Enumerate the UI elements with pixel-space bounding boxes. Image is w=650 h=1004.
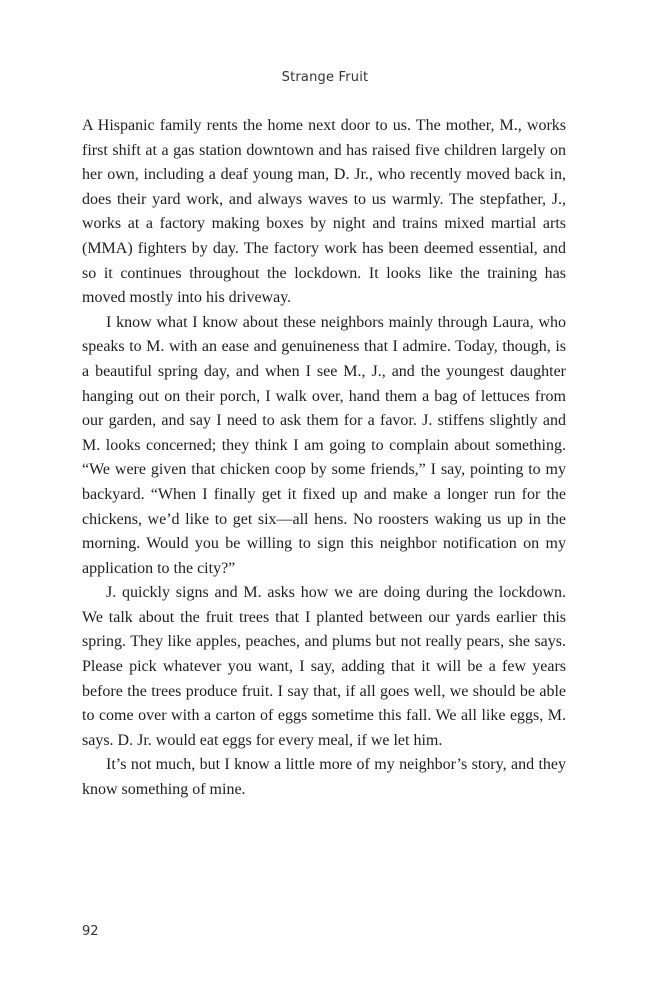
paragraph: I know what I know about these neighbors mainly through Laura, who speaks to M. with an ease and genuineness that I admire. Today, though, is a beautiful spring day, and when I see M., J., and the youngest daughter hanging out on their porch, I walk over, hand them a bag of lettuces from our garden, and say I need to ask them for a favor. J. stiffens slightly and M. looks concerned; they think I am going to complain about something. “We were given that chicken coop by some friends,” I say, pointing to my backyard. “When I finally get it fixed up and make a longer run for the chickens, we’d like to get six—all hens. No roosters waking us up in the morning. Would you be willing to sign this neighbor notification on my application to the city?” xyxy=(82,313,566,577)
paragraph: It’s not much, but I know a little more of my neighbor’s story, and they know something of mine. xyxy=(82,756,566,799)
paragraph: A Hispanic family rents the home next door to us. The mother, M., works first shift at a gas station downtown and has raised five children largely on her own, including a deaf young man, D. Jr., who recently moved back in, does their yard work, and always waves to us warmly. The stepfather, J., works at a factory making boxes by night and trains mixed martial arts (MMA) fighters by day. The factory work has been deemed essential, and so it continues throughout the lockdown. It looks like the training has moved mostly into his driveway. xyxy=(82,117,566,307)
running-head: Strange Fruit xyxy=(281,70,369,85)
page-number: 92 xyxy=(82,924,99,939)
paragraph: J. quickly signs and M. asks how we are doing during the lockdown. We talk about the fruit trees that I planted between our yards earlier this spring. They like apples, peaches, and plums but not really pears, she says. Please pick whatever you want, I say, adding that it will be a few years before the trees produce fruit. I say that, if all goes well, we should be able to come over with a carton of eggs sometime this fall. We all like eggs, M. says. D. Jr. would eat eggs for every meal, if we let him. xyxy=(82,584,566,749)
body-text xyxy=(82,114,566,803)
